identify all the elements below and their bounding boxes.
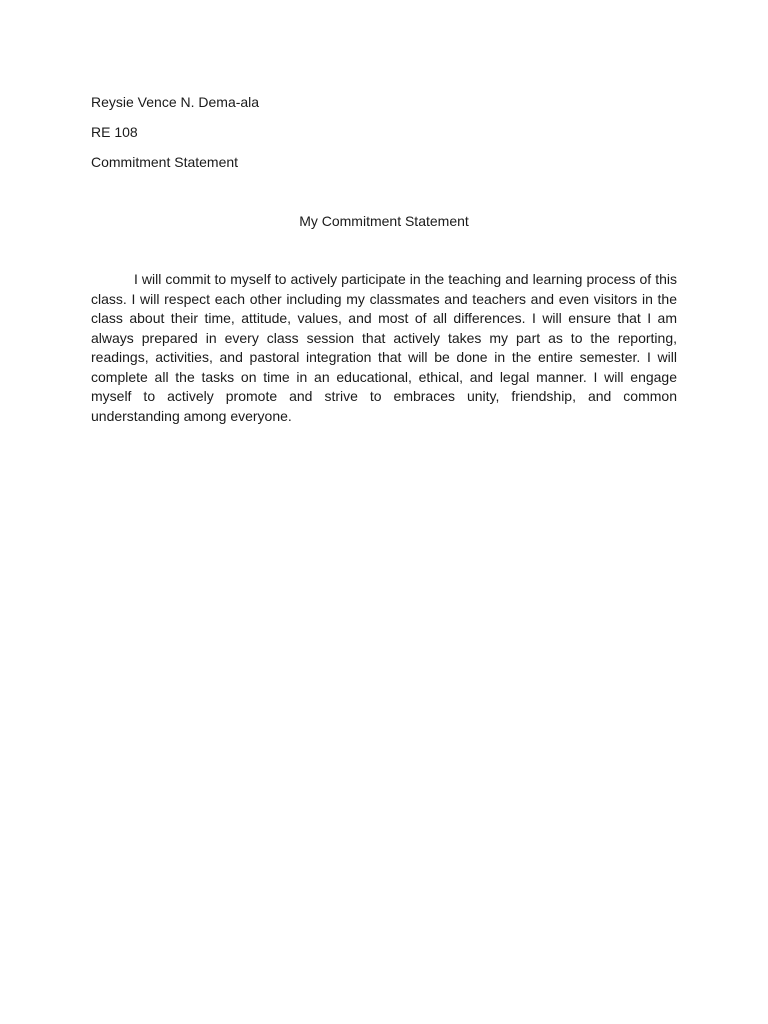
document-title: My Commitment Statement bbox=[299, 213, 469, 229]
document-type: Commitment Statement bbox=[91, 154, 239, 170]
author-name: Reysie Vence N. Dema-ala bbox=[91, 94, 260, 110]
course-code: RE 108 bbox=[91, 124, 138, 140]
body-paragraph: I will commit to myself to actively participate in the teaching and learning process of this class. I will respect each other including my classmates and teachers and even visitors in the class about their time, attitude, values, and most of all differences. I will ensure that I am always prepared in every class session that actively takes my part as to the reporting, readings, activities, and pastoral integration that will be done in the entire semester. I will complete all the tasks on time in an educational, ethical, and legal manner. I will engage myself to actively promote and strive to embraces unity, friendship, and common understanding among everyone. bbox=[91, 271, 677, 424]
